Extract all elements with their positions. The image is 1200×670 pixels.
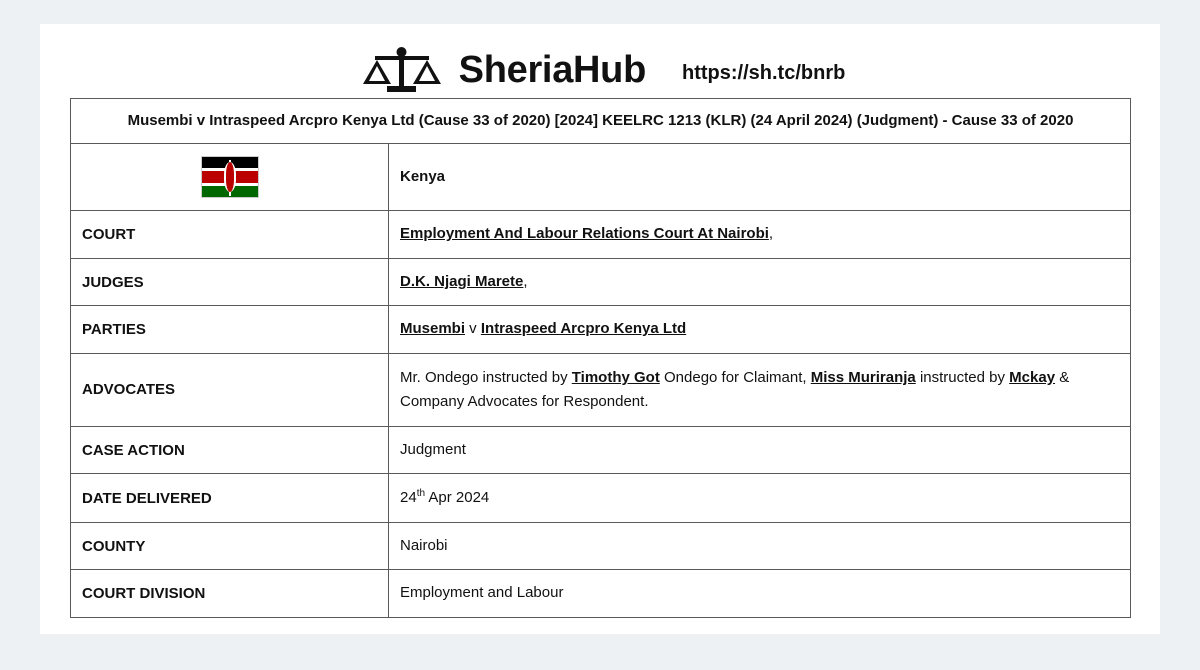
row-label-court: COURT: [71, 211, 389, 259]
advocate-link-2[interactable]: Miss Muriranja: [810, 368, 916, 386]
party-b-link[interactable]: Intraspeed Arcpro Kenya Ltd: [480, 320, 687, 338]
row-value-judges: [389, 258, 1131, 306]
country-flag-cell: [71, 144, 389, 211]
date-day: 24: [400, 489, 417, 507]
row-value-court: [389, 211, 1131, 259]
advocates-text-1: Mr. Ondego instructed by: [400, 368, 568, 386]
advocates-text-4: & Company Advocates for Respondent.: [400, 368, 1070, 410]
case-details-table: [70, 98, 1131, 618]
short-url[interactable]: https://sh.tc/bnrb: [682, 62, 846, 84]
table-row-county: [71, 522, 1131, 570]
row-label-judges: JUDGES: [71, 258, 389, 306]
row-value-advocates: [389, 353, 1131, 426]
advocates-text-3: instructed by: [919, 368, 1005, 386]
advocates-text-2: Ondego for Claimant,: [664, 368, 807, 386]
party-a-link[interactable]: Musembi: [400, 320, 466, 338]
row-label-court-division: COURT DIVISION: [71, 570, 389, 618]
judges-suffix: ,: [523, 272, 528, 290]
row-value-case-action: Judgment: [389, 426, 1131, 474]
document-card: [40, 24, 1160, 634]
court-link[interactable]: Employment And Labour Relations Court At Nairobi: [400, 225, 769, 243]
kenya-flag-icon: [201, 156, 259, 198]
court-suffix: ,: [768, 225, 774, 243]
case-title: Musembi v Intraspeed Arcpro Kenya Ltd (Cause 33 of 2020) [2024] KEELRC 1213 (KLR) (24 April 2024) (Judgment) - Cause 33 of 2020: [71, 99, 1131, 144]
row-value-court-division: Employment and Labour: [389, 570, 1131, 618]
table-row-country: [71, 144, 1131, 211]
brand-name: SheriaHub: [458, 49, 646, 91]
table-row-judges: [71, 258, 1131, 306]
table-row-advocates: [71, 353, 1131, 426]
table-row-parties: [71, 306, 1131, 354]
table-row-court: [71, 211, 1131, 259]
row-label-county: COUNTY: [71, 522, 389, 570]
scales-of-justice-icon: [355, 46, 451, 94]
row-value-parties: [389, 306, 1131, 354]
advocate-link-3[interactable]: Mckay: [1009, 368, 1056, 386]
date-rest: Apr 2024: [425, 489, 490, 507]
country-label: Kenya: [389, 144, 1131, 211]
row-value-county: Nairobi: [389, 522, 1131, 570]
brand[interactable]: [355, 46, 646, 94]
table-row-title: [71, 99, 1131, 144]
judge-link[interactable]: D.K. Njagi Marete: [400, 272, 524, 290]
row-value-date-delivered: [389, 474, 1131, 523]
table-row-case-action: [71, 426, 1131, 474]
table-row-date-delivered: [71, 474, 1131, 523]
row-label-parties: PARTIES: [71, 306, 389, 354]
page-header: [40, 24, 1160, 102]
table-row-court-division: [71, 570, 1131, 618]
advocate-link-1[interactable]: Timothy Got: [571, 368, 660, 386]
row-label-case-action: CASE ACTION: [71, 426, 389, 474]
versus-label: v: [465, 320, 481, 338]
row-label-advocates: ADVOCATES: [71, 353, 389, 426]
row-label-date-delivered: DATE DELIVERED: [71, 474, 389, 523]
date-ordinal: th: [416, 488, 426, 500]
